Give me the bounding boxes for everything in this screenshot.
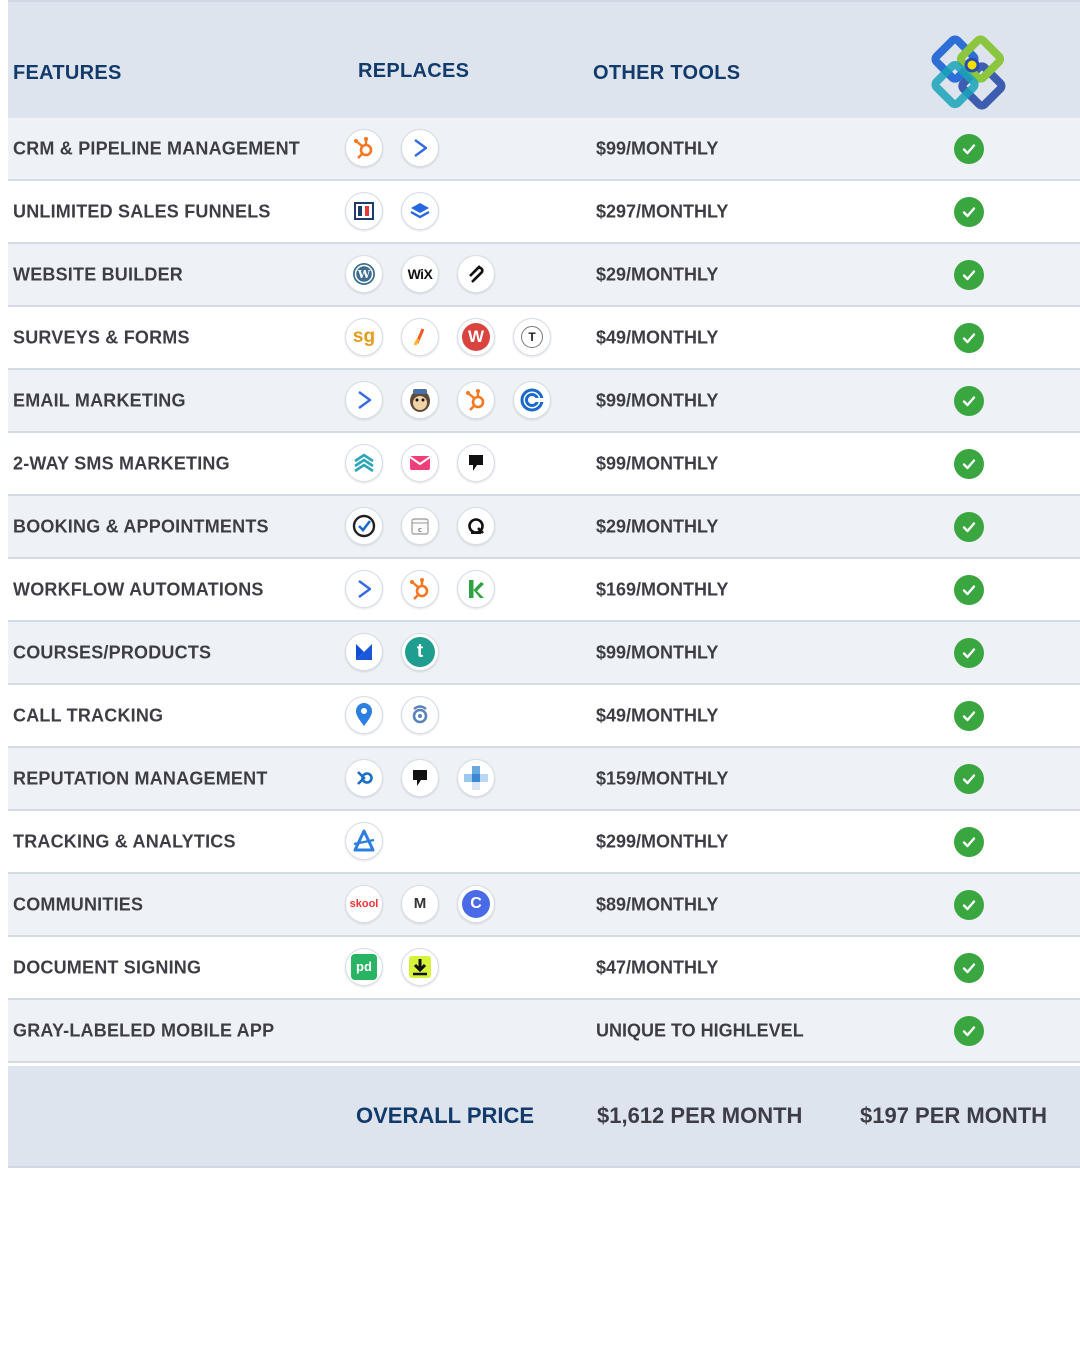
feature-name: BOOKING & APPOINTMENTS <box>13 516 269 536</box>
check-icon <box>954 1016 984 1046</box>
sms-stack-icon <box>345 444 383 482</box>
feature-name: 2-WAY SMS MARKETING <box>13 453 230 473</box>
table-row <box>8 1000 1080 1063</box>
check-icon <box>954 764 984 794</box>
other-tools-price: $29/MONTHLY <box>596 264 719 284</box>
wordpress-icon <box>345 255 383 293</box>
activecampaign-icon <box>345 570 383 608</box>
highlevel-total: $197 PER MONTH <box>860 1103 1048 1128</box>
circle-icon <box>457 885 495 923</box>
skool-icon-label: skool <box>349 897 379 910</box>
table-row <box>8 244 1080 307</box>
highlevel-logo-icon <box>926 28 1018 110</box>
replaced-tools <box>345 318 575 358</box>
typeform-icon-label: T <box>521 326 543 348</box>
leadpages-icon <box>401 192 439 230</box>
feature-name: COMMUNITIES <box>13 894 144 914</box>
table-row <box>8 181 1080 244</box>
check-icon <box>954 827 984 857</box>
feature-name: DOCUMENT SIGNING <box>13 957 202 977</box>
constantcontact-icon <box>513 381 551 419</box>
replaced-tools <box>345 759 575 799</box>
check-icon <box>954 953 984 983</box>
replaced-tools <box>345 696 575 736</box>
replaced-tools <box>345 192 575 232</box>
skool-icon <box>345 885 383 923</box>
feature-name: REPUTATION MANAGEMENT <box>13 768 268 788</box>
wix-icon-label: WiX <box>407 265 433 282</box>
table-row <box>8 622 1080 685</box>
calendar-icon <box>401 507 439 545</box>
check-icon <box>954 197 984 227</box>
feature-name: WORKFLOW AUTOMATIONS <box>13 579 264 599</box>
check-icon <box>954 449 984 479</box>
table-row <box>8 811 1080 874</box>
other-tools-price: $29/MONTHLY <box>596 516 719 536</box>
replaced-tools <box>345 948 575 988</box>
other-tools-price: $99/MONTHLY <box>596 453 719 473</box>
replaced-tools <box>345 129 575 169</box>
activecampaign-icon <box>345 381 383 419</box>
replaces-heading: REPLACES <box>358 60 470 82</box>
replaced-tools <box>345 822 575 862</box>
feature-name: UNLIMITED SALES FUNNELS <box>13 201 271 221</box>
mighty-networks-icon-label: M <box>413 895 427 912</box>
table-footer <box>8 1066 1080 1168</box>
feature-name: CALL TRACKING <box>13 705 164 725</box>
pandadoc-icon <box>345 948 383 986</box>
replaced-tools <box>345 444 575 484</box>
circle-icon-label: C <box>462 890 490 918</box>
check-icon <box>954 638 984 668</box>
calendly-icon <box>345 507 383 545</box>
hubspot-icon <box>401 570 439 608</box>
teachable-icon-label: t <box>405 637 435 667</box>
table-row <box>8 748 1080 811</box>
docusign-icon <box>401 948 439 986</box>
table-row <box>8 370 1080 433</box>
replaced-tools <box>345 570 575 610</box>
check-icon <box>954 386 984 416</box>
teachable-icon <box>401 633 439 671</box>
clickfunnels-icon <box>345 192 383 230</box>
replaced-tools <box>345 633 575 673</box>
table-header <box>8 0 1080 118</box>
check-icon <box>954 323 984 353</box>
features-heading: FEATURES <box>13 62 122 84</box>
other-tools-price: $49/MONTHLY <box>596 705 719 725</box>
overall-price-label: OVERALL PRICE <box>356 1103 535 1128</box>
table-row <box>8 307 1080 370</box>
table-row <box>8 874 1080 937</box>
check-icon <box>954 575 984 605</box>
other-tools-price: $297/MONTHLY <box>596 201 729 221</box>
check-icon <box>954 701 984 731</box>
feature-name: EMAIL MARKETING <box>13 390 186 410</box>
analytics-icon <box>345 822 383 860</box>
table-row <box>8 433 1080 496</box>
hubspot-icon <box>457 381 495 419</box>
keap-icon <box>457 570 495 608</box>
replaced-tools <box>345 885 575 925</box>
textmagic-icon <box>401 444 439 482</box>
hubspot-icon <box>345 129 383 167</box>
replaced-tools <box>345 381 575 421</box>
wufoo-icon-label: W <box>462 323 490 351</box>
wix-icon <box>401 255 439 293</box>
check-icon <box>954 260 984 290</box>
other-tools-price: $99/MONTHLY <box>596 138 719 158</box>
table-row <box>8 496 1080 559</box>
wufoo-icon <box>457 318 495 356</box>
table-row <box>8 937 1080 1000</box>
feature-name: SURVEYS & FORMS <box>13 327 190 347</box>
callrail-ring-icon <box>401 696 439 734</box>
squarespace-icon <box>457 255 495 293</box>
other-tools-heading: OTHER TOOLS <box>593 62 741 84</box>
check-icon <box>954 134 984 164</box>
acuity-icon <box>457 507 495 545</box>
other-tools-total: $1,612 PER MONTH <box>597 1103 803 1128</box>
replaced-tools <box>345 507 575 547</box>
replaced-tools <box>345 255 575 295</box>
mailchimp-icon <box>401 381 439 419</box>
other-tools-price: $89/MONTHLY <box>596 894 719 914</box>
table-row <box>8 685 1080 748</box>
podium-icon <box>457 444 495 482</box>
kajabi-icon <box>345 633 383 671</box>
birdeye-icon <box>345 759 383 797</box>
pandadoc-icon-label: pd <box>351 954 377 980</box>
check-icon <box>954 890 984 920</box>
other-tools-price: $99/MONTHLY <box>596 390 719 410</box>
mighty-networks-icon <box>401 885 439 923</box>
podium-icon <box>401 759 439 797</box>
other-tools-price: UNIQUE TO HIGHLEVEL <box>596 1020 804 1040</box>
grade-us-icon <box>457 759 495 797</box>
surveygizmo-icon <box>345 318 383 356</box>
surveygizmo-icon-label: sg <box>352 325 376 347</box>
replaced-tools <box>345 1011 575 1051</box>
other-tools-price: $99/MONTHLY <box>596 642 719 662</box>
feature-name: CRM & PIPELINE MANAGEMENT <box>13 138 301 158</box>
svg-text:W: W <box>357 267 371 281</box>
table-row <box>8 559 1080 622</box>
activecampaign-icon <box>401 129 439 167</box>
other-tools-price: $299/MONTHLY <box>596 831 729 851</box>
table-row <box>8 118 1080 181</box>
jotform-icon <box>401 318 439 356</box>
callrail-icon <box>345 696 383 734</box>
other-tools-price: $159/MONTHLY <box>596 768 729 788</box>
feature-name: TRACKING & ANALYTICS <box>13 831 236 851</box>
other-tools-price: $49/MONTHLY <box>596 327 719 347</box>
other-tools-price: $169/MONTHLY <box>596 579 729 599</box>
svg-text:c: c <box>417 525 423 534</box>
check-icon <box>954 512 984 542</box>
feature-name: COURSES/PRODUCTS <box>13 642 212 662</box>
other-tools-price: $47/MONTHLY <box>596 957 719 977</box>
typeform-icon <box>513 318 551 356</box>
feature-name: GRAY-LABELED MOBILE APP <box>13 1020 275 1040</box>
feature-name: WEBSITE BUILDER <box>13 264 184 284</box>
